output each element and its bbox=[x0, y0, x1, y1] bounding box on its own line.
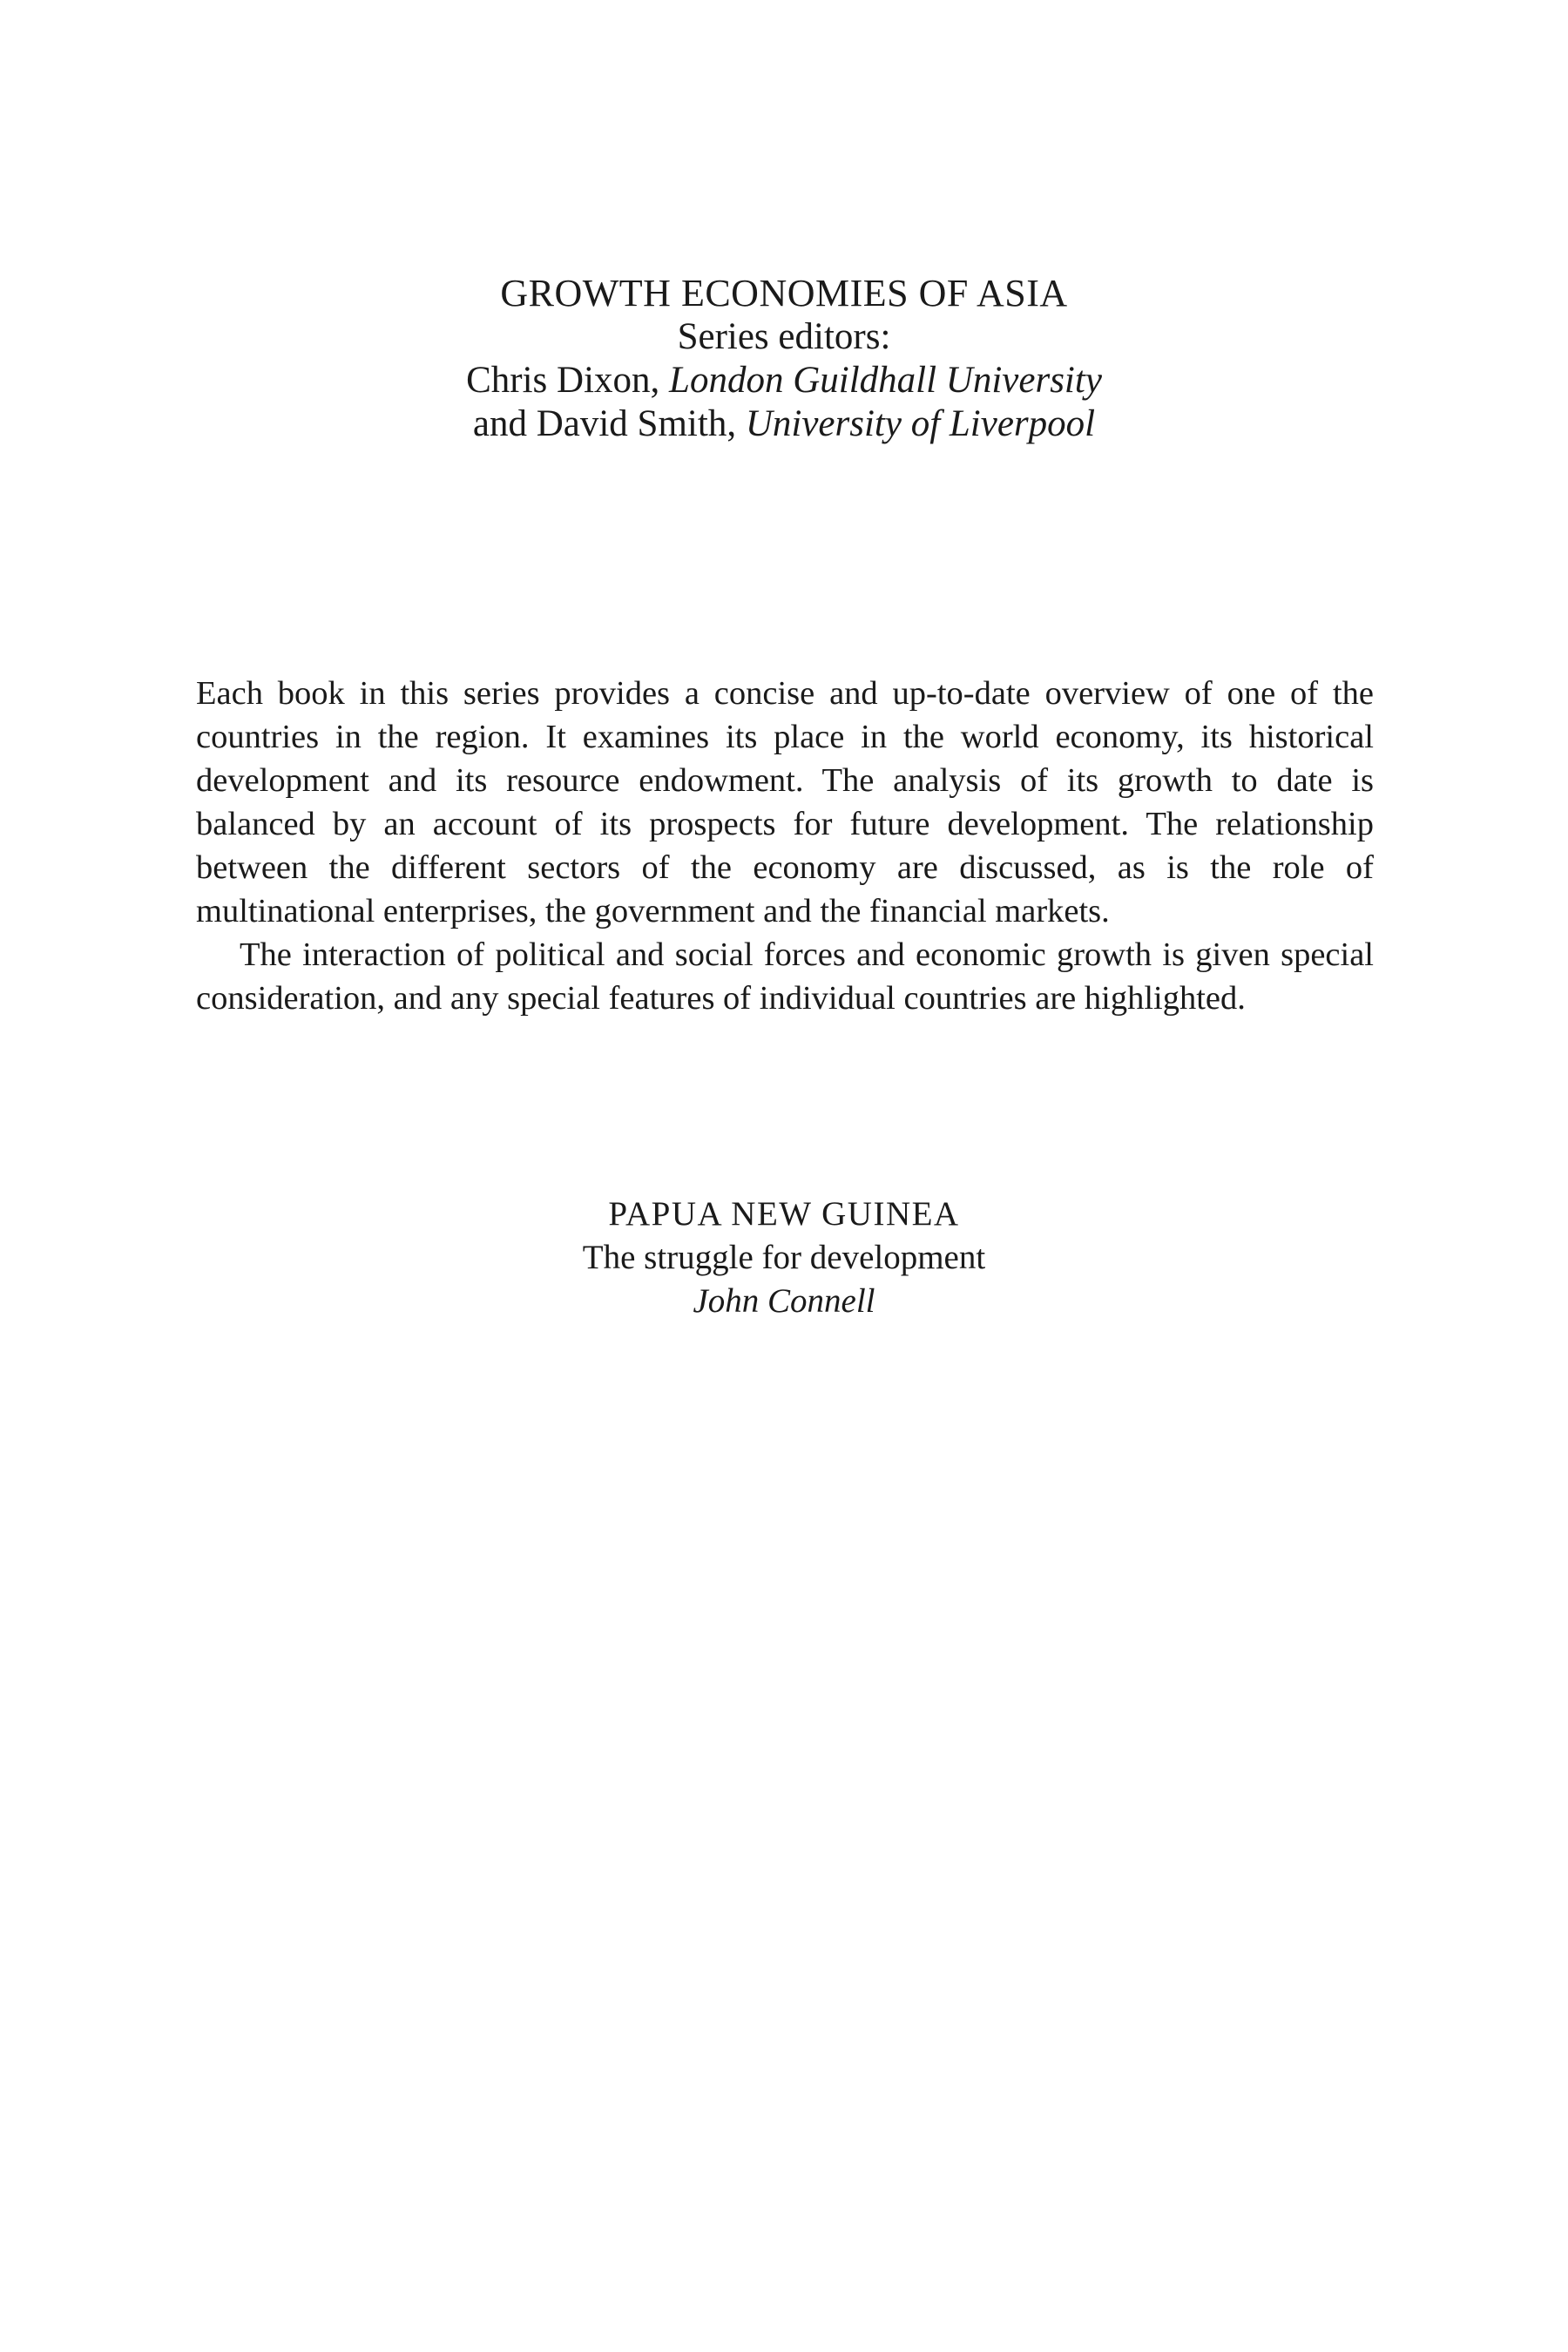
series-header bbox=[0, 272, 1568, 446]
description-paragraph-2: The interaction of political and social forces and economic growth is given special consideration, and any special features of individual countries are highlighted. bbox=[196, 936, 1374, 1017]
series-editor-2 bbox=[0, 402, 1568, 446]
book-listing bbox=[0, 1193, 1568, 1323]
description-paragraph-1: Each book in this series provides a concise and up-to-date overview of one of the countries in the region. It examines its place in the world economy, its historical development and its resource endowment. The analysis of its growth to date is balanced by an account of its prospects for future development. The relationship between the different sectors of the economy are discussed, as is the role of multinational enterprises, the government and the financial markets. bbox=[196, 675, 1374, 929]
editor-1-name: Chris Dixon, bbox=[466, 360, 670, 401]
book-subtitle: The struggle for development bbox=[582, 1239, 986, 1276]
book-title: PAPUA NEW GUINEA bbox=[608, 1195, 960, 1233]
editor-1-affiliation: London Guildhall University bbox=[669, 360, 1102, 401]
series-editors-label: Series editors: bbox=[677, 316, 891, 357]
book-author: John Connell bbox=[693, 1282, 875, 1320]
editor-2-affiliation: University of Liverpool bbox=[745, 403, 1096, 444]
editor-2-name: and David Smith, bbox=[472, 403, 746, 444]
series-description bbox=[196, 672, 1374, 1020]
series-editor-1 bbox=[0, 359, 1568, 402]
series-title: GROWTH ECONOMIES OF ASIA bbox=[500, 272, 1068, 314]
